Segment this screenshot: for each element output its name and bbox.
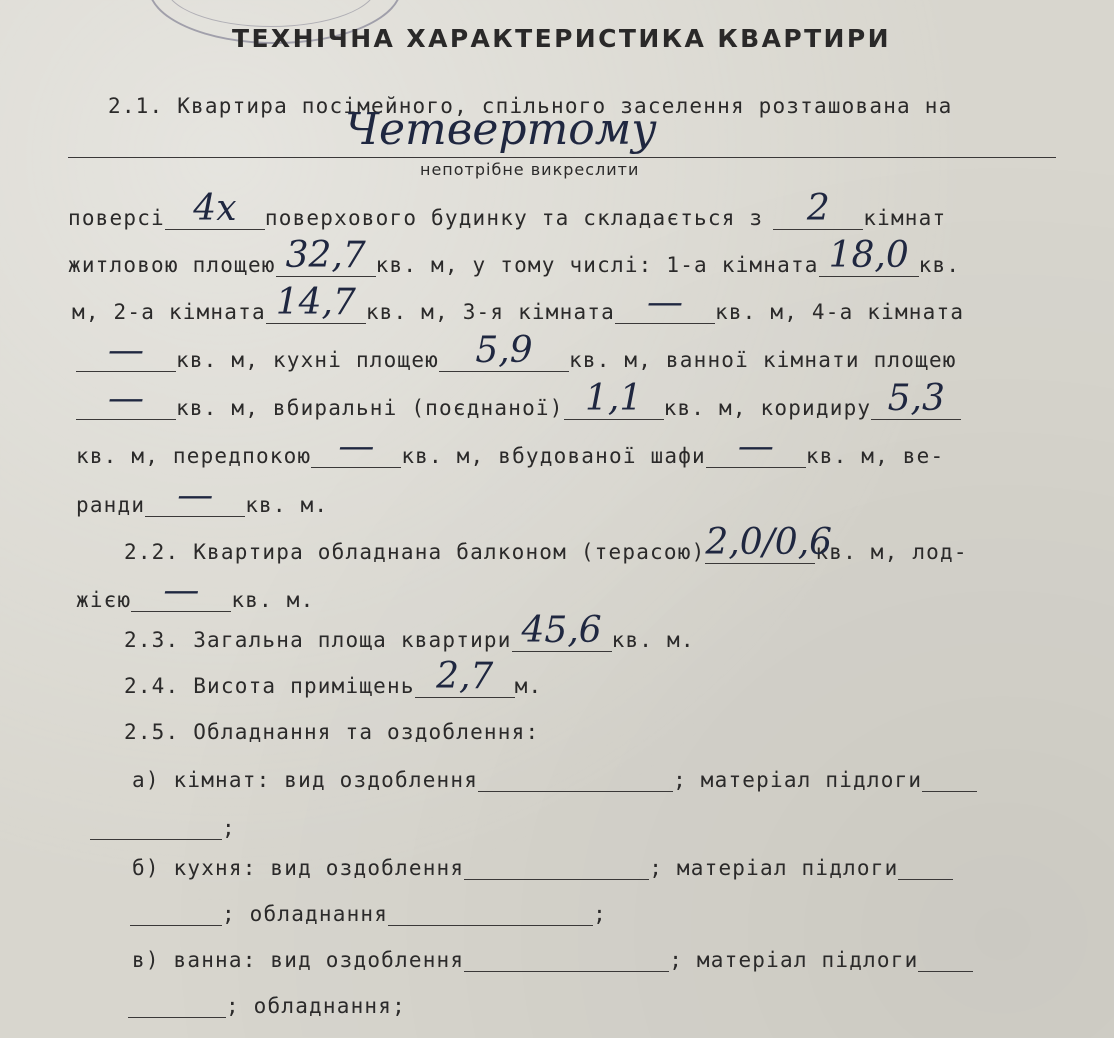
room3-field[interactable]: — [615, 293, 715, 324]
rooms-finish-field[interactable] [478, 761, 673, 792]
section-2-3-line: 2.3. Загальна площа квартири 45,6 кв. м. [124, 610, 695, 652]
rooms-field[interactable]: 2 [773, 199, 863, 230]
corridor-field[interactable]: 5,3 [871, 389, 961, 420]
line-bath-finish: в) ванна: вид оздоблення ; матеріал підлоги [132, 932, 1114, 972]
bath-floor-field[interactable] [918, 941, 973, 972]
height-field[interactable]: 2,7 [415, 667, 515, 698]
line-rooms-finish: а) кімнат: вид оздоблення ; матеріал підлоги [132, 752, 1114, 792]
line-loggia: жією — кв. м. [76, 570, 315, 612]
section-2-1-line: 2.1. Квартира посімейного, спільного заселення розташована на [108, 94, 953, 118]
room2-field[interactable]: 14,7 [266, 293, 366, 324]
floor-rule [68, 157, 1056, 158]
section-2-5-line: 2.5. Обладнання та оздоблення: [124, 720, 540, 744]
room4-field[interactable]: — [76, 341, 176, 372]
total-area-field[interactable]: 45,6 [512, 621, 612, 652]
line-hall: кв. м, передпокою — кв. м, вбудованої шафи — кв. м, ве- [76, 426, 945, 468]
strike-note: непотрібне викреслити [420, 160, 640, 179]
line-bath-equipment: ; обладнання; [128, 978, 1114, 1018]
line-veranda: ранди — кв. м. [76, 475, 329, 517]
storeys-field[interactable]: 4х [165, 199, 265, 230]
line-rooms: м, 2-а кімната 14,7 кв. м, 3-я кімната — кв. м, 4-а кімната [72, 282, 965, 324]
floor-handwritten: Четвертому [345, 104, 657, 155]
room1-field[interactable]: 18,0 [819, 246, 919, 277]
bathroom-field[interactable]: — [76, 389, 176, 420]
section-2-2-line: 2.2. Квартира обладнана балконом (терасою) 2,0/0,6 кв. м, лод- [124, 522, 968, 564]
kitchen-equipment-field[interactable] [388, 895, 593, 926]
section-2-4-line: 2.4. Висота приміщень 2,7 м. [124, 656, 543, 698]
line-storeys: поверсі 4х поверхового будинку та складається з 2 кімнат [68, 188, 947, 230]
line-living-area: житловою площею 32,7 кв. м, у тому числі: 1-а кімната 18,0 кв. [68, 235, 961, 277]
living-area-field[interactable]: 32,7 [276, 246, 376, 277]
balcony-field[interactable]: 2,0/0,6 [705, 522, 833, 563]
loggia-field[interactable]: — [131, 581, 231, 612]
line-rooms-cont: ; [90, 800, 1114, 840]
bath-finish-field[interactable] [464, 941, 669, 972]
bath-floor-field-cont[interactable] [128, 987, 226, 1018]
document-title: ТЕХНІЧНА ХАРАКТЕРИСТИКА КВАРТИРИ [232, 24, 891, 53]
kitchen-floor-field[interactable] [898, 849, 953, 880]
wardrobe-field[interactable]: — [706, 437, 806, 468]
line-kitchen-equipment: ; обладнання ; [130, 886, 1114, 926]
line-kitchen: — кв. м, кухні площею 5,9 кв. м, ванної кімнати площею [76, 332, 1114, 372]
kitchen-finish-field[interactable] [464, 849, 649, 880]
hall-field[interactable]: — [311, 437, 401, 468]
veranda-field[interactable]: — [145, 486, 245, 517]
line-kitchen-finish: б) кухня: вид оздоблення ; матеріал підлоги [132, 840, 1114, 880]
line-toilet: — кв. м, вбиральні (поєднаної) 1,1 кв. м, коридиру 5,3 [76, 380, 1114, 420]
toilet-field[interactable]: 1,1 [564, 389, 664, 420]
rooms-floor-field-cont[interactable] [90, 809, 222, 840]
rooms-floor-field[interactable] [922, 761, 977, 792]
kitchen-floor-field-cont[interactable] [130, 895, 222, 926]
kitchen-field[interactable]: 5,9 [439, 341, 569, 372]
